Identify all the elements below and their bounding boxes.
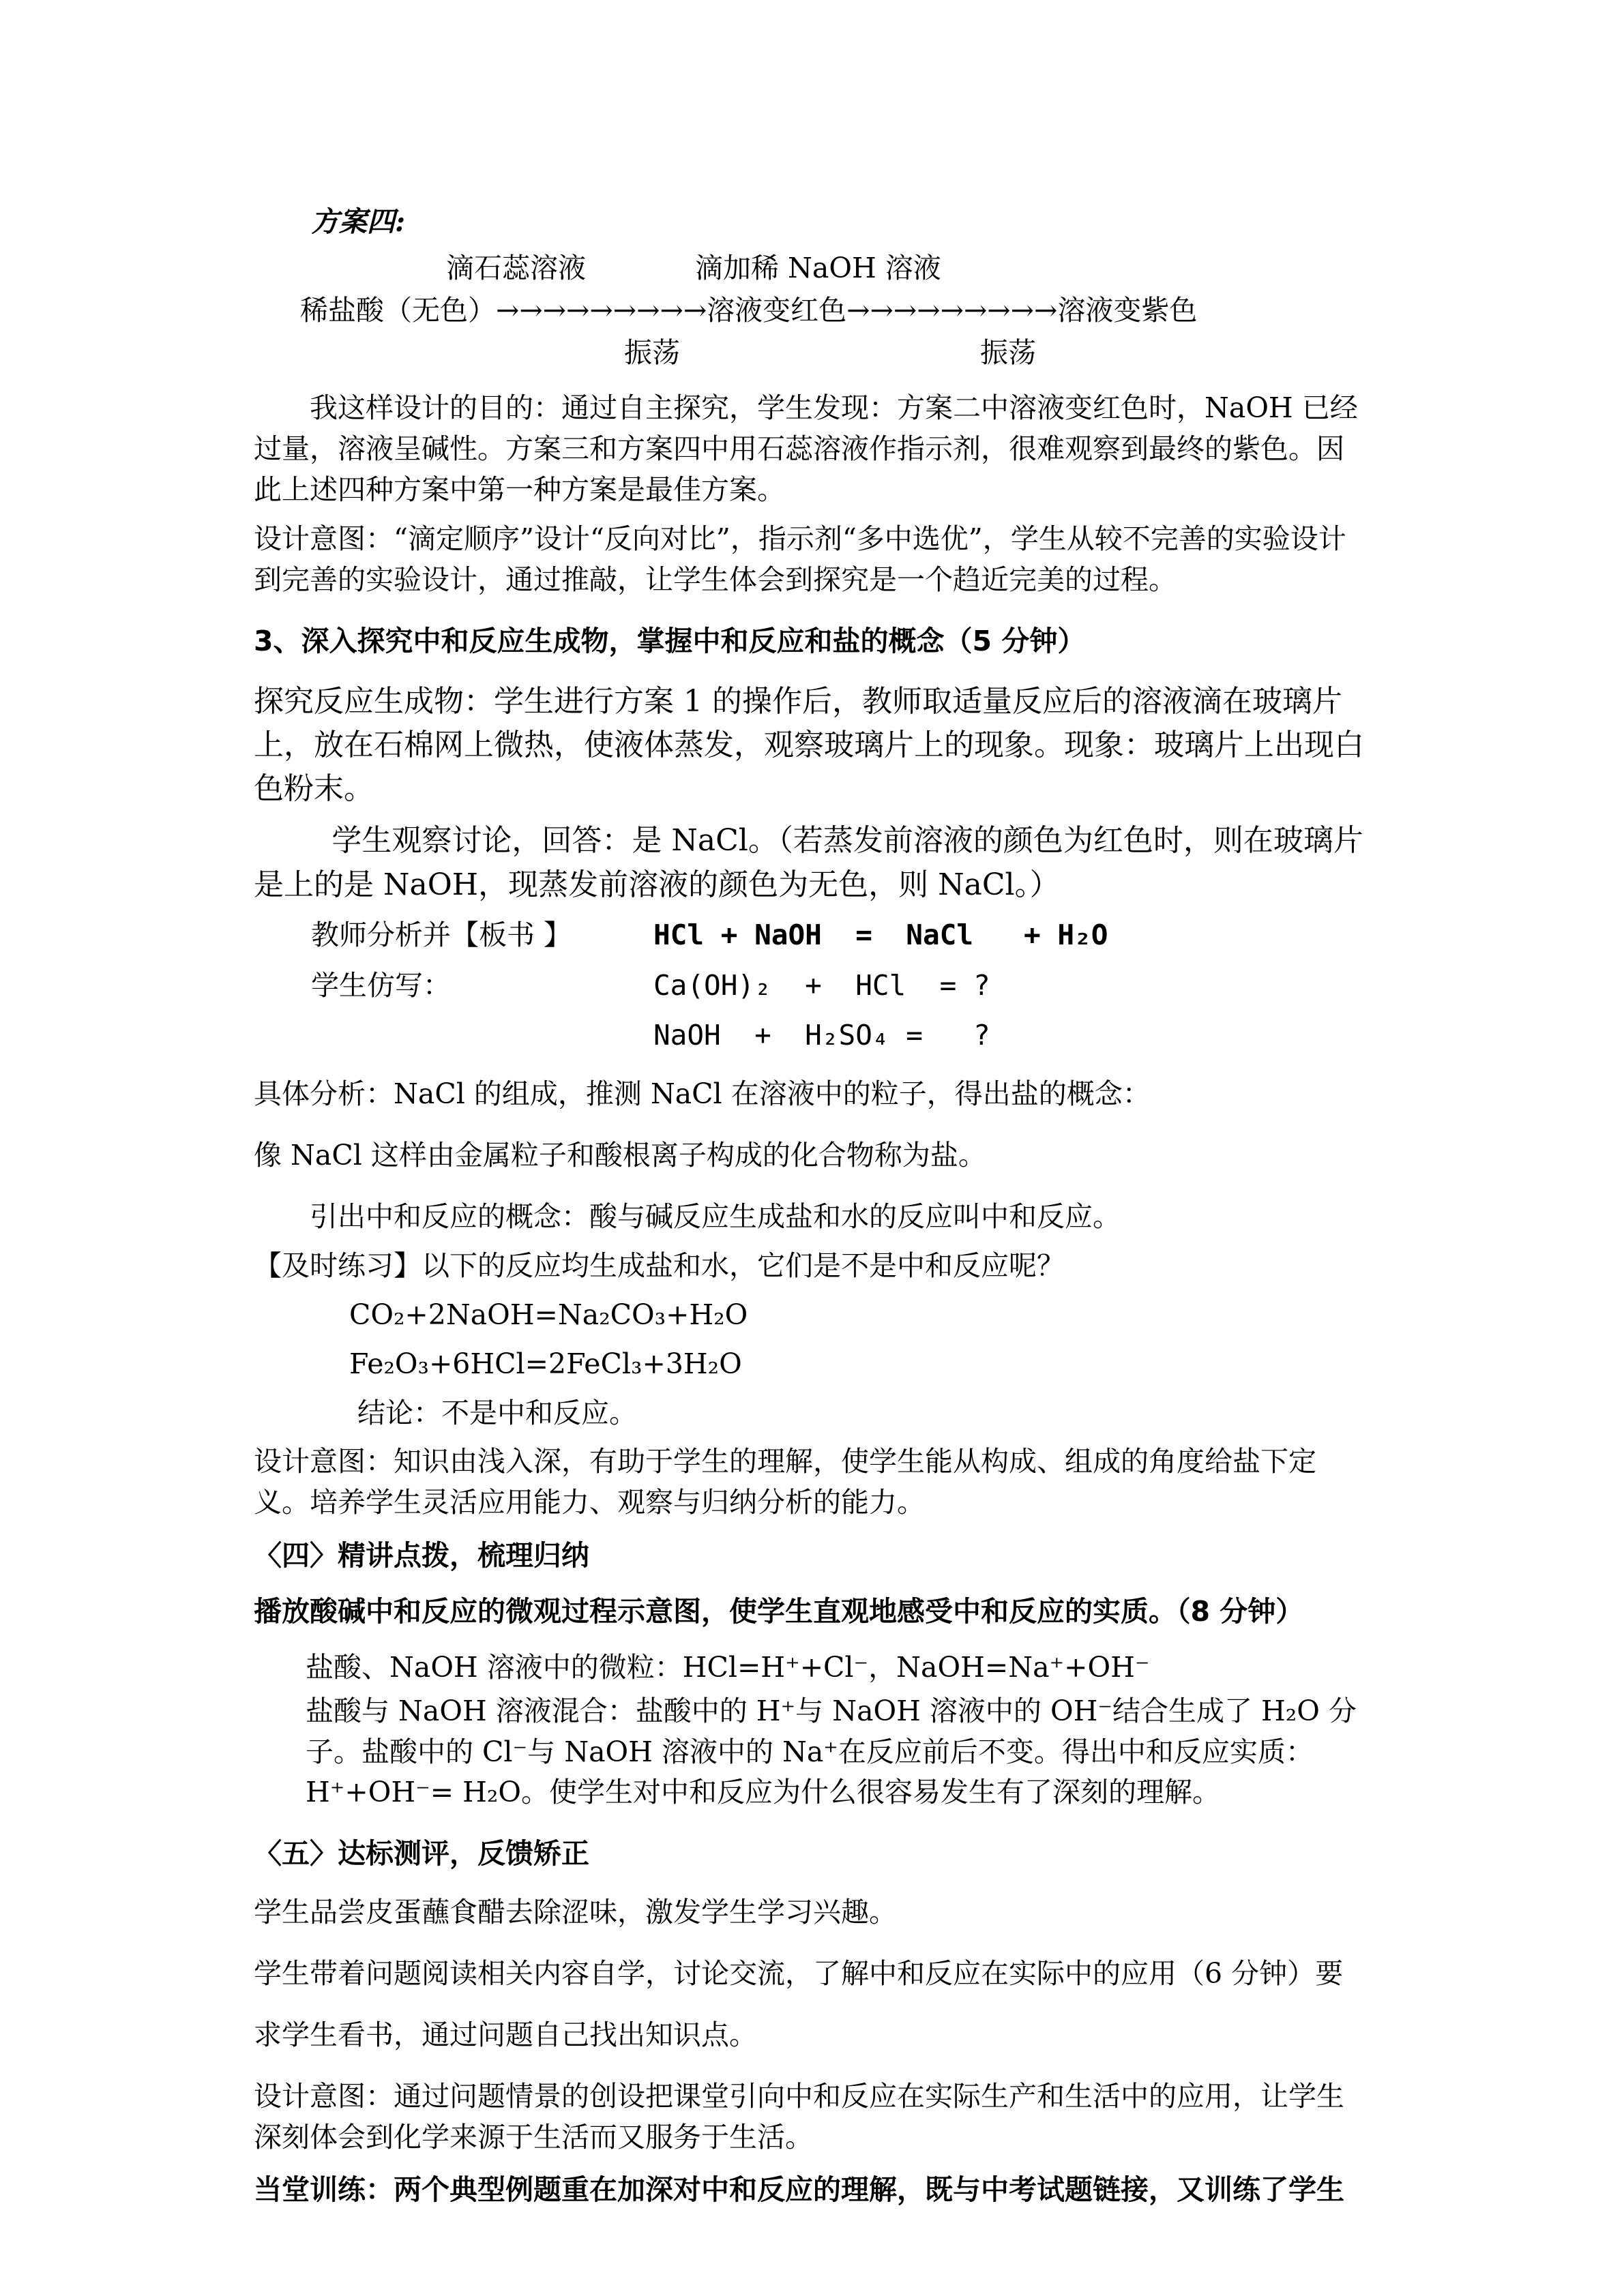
micro-process-block [306,1648,1370,1813]
practice-equation-2: Fe₂O₃+6HCl=2FeCl₃+3H₂O [349,1347,742,1380]
analysis-paragraph: 具体分析：NaCl 的组成，推测 NaCl 在溶液中的粒子，得出盐的概念： [254,1077,1151,1111]
explore-products-paragraph: 探究反应生成物：学生进行方案 1 的操作后，教师取适量反应后的溶液滴在玻璃片上，放在石棉网上微热，使液体蒸发，观察玻璃片上的现象。现象：玻璃片上出现白色粉末。 [254,683,1364,807]
scheme-4-title: 方案四: [311,205,406,238]
imitate-label-spacer [311,1015,653,1056]
board-label: 教师分析并【板书 】 [311,918,572,951]
imitate-equation-1: Ca(OH)₂ + HCl = ? [653,968,990,1002]
design-intent-1: 设计意图：“滴定顺序”设计“反向对比”，指示剂“多中选优”，学生从较不完善的实验设计到完善的实验设计，通过推敲，让学生体会到探究是一个趋近完美的过程。 [254,522,1346,596]
design-intent-2: 设计意图：知识由浅入深，有助于学生的理解，使学生能从构成、组成的角度给盐下定义。培养学生灵活应用能力、观察与归纳分析的能力。 [254,1445,1316,1519]
scheme-shake-labels [254,333,1370,374]
board-equation: HCl + NaOH = NaCl + H₂O [653,918,1108,951]
imitate-label: 学生仿写： [311,968,451,1002]
indicator-label-left: 滴石蕊溶液 [446,251,586,284]
section-3-heading: 3、深入探究中和反应生成物，掌握中和反应和盐的概念（5 分钟） [254,624,1086,657]
shake-label-left: 振荡 [624,336,680,369]
taste-activity-paragraph: 学生品尝皮蛋蘸食醋去除涩味，激发学生学习兴趣。 [254,1896,897,1929]
reading-activity-paragraph-2: 求学生看书，通过问题自己找出知识点。 [254,2018,757,2051]
class-training-paragraph: 当堂训练：两个典型例题重在加深对中和反应的理解，既与中考试题链接，又训练了学生 [254,2173,1344,2207]
reaction-flow-line: 稀盐酸（无色）→→→→→→→→→溶液变红色→→→→→→→→→溶液变紫色 [300,293,1198,327]
design-intent-3: 设计意图：通过问题情景的创设把课堂引向中和反应在实际生产和生活中的应用，让学生深刻体会到化学来源于生活而又服务于生活。 [254,2079,1344,2153]
animation-heading: 播放酸碱中和反应的微观过程示意图，使学生直观地感受中和反应的实质。（8 分钟） [254,1594,1304,1628]
reading-activity-paragraph-1: 学生带着问题阅读相关内容自学，讨论交流，了解中和反应在实际中的应用（6 分钟）要 [254,1956,1344,1990]
indicator-label-right: 滴加稀 NaOH 溶液 [695,251,941,284]
shake-label-right: 振荡 [980,336,1036,369]
imitate-equation-2: NaOH + H₂SO₄ = ? [653,1019,990,1052]
section-4-heading: 〈四〉精讲点拨，梳理归纳 [254,1539,589,1572]
scheme-indicator-labels [254,248,1370,289]
board-equation-row [254,915,1370,956]
section-5-heading: 〈五〉达标测评，反馈矫正 [254,1837,589,1870]
micro-mixing-paragraph: 盐酸与 NaOH 溶液混合：盐酸中的 H⁺与 NaOH 溶液中的 OH⁻结合生成了 H₂O 分子。盐酸中的 Cl⁻与 NaOH 溶液中的 Na⁺在反应前后不变。得出中和反应实质：H⁺+OH⁻= H₂O。使学生对中和反应为什么很容易发生有了深刻的理解。 [306,1694,1357,1809]
design-purpose-paragraph: 我这样设计的目的：通过自主探究，学生发现：方案二中溶液变红色时，NaOH 已经过量，溶液呈碱性。方案三和方案四中用石蕊溶液作指示剂，很难观察到最终的紫色。因此上述四种方案中第一种方案是最佳方案。 [254,391,1358,507]
imitate-equation-row-2 [254,1015,1370,1056]
neutralization-concept-paragraph: 引出中和反应的概念：酸与碱反应生成盐和水的反应叫中和反应。 [310,1200,1121,1234]
practice-conclusion: 结论：不是中和反应。 [357,1396,637,1429]
practice-heading: 【及时练习】以下的反应均生成盐和水，它们是不是中和反应呢？ [254,1249,1065,1282]
salt-definition-paragraph: 像 NaCl 这样由金属粒子和酸根离子构成的化合物称为盐。 [254,1139,986,1172]
micro-particles-line: 盐酸、NaOH 溶液中的微粒：HCl=H⁺+Cl⁻，NaOH=Na⁺+OH⁻ [306,1650,1150,1684]
practice-equation-1: CO₂+2NaOH=Na₂CO₃+H₂O [349,1298,748,1331]
student-discussion-paragraph: 学生观察讨论，回答：是 NaCl。（若蒸发前溶液的颜色为红色时，则在玻璃片是上的是 NaOH，现蒸发前溶液的颜色为无色，则 NaCl。） [254,823,1363,902]
imitate-equation-row-1 [254,966,1370,1007]
